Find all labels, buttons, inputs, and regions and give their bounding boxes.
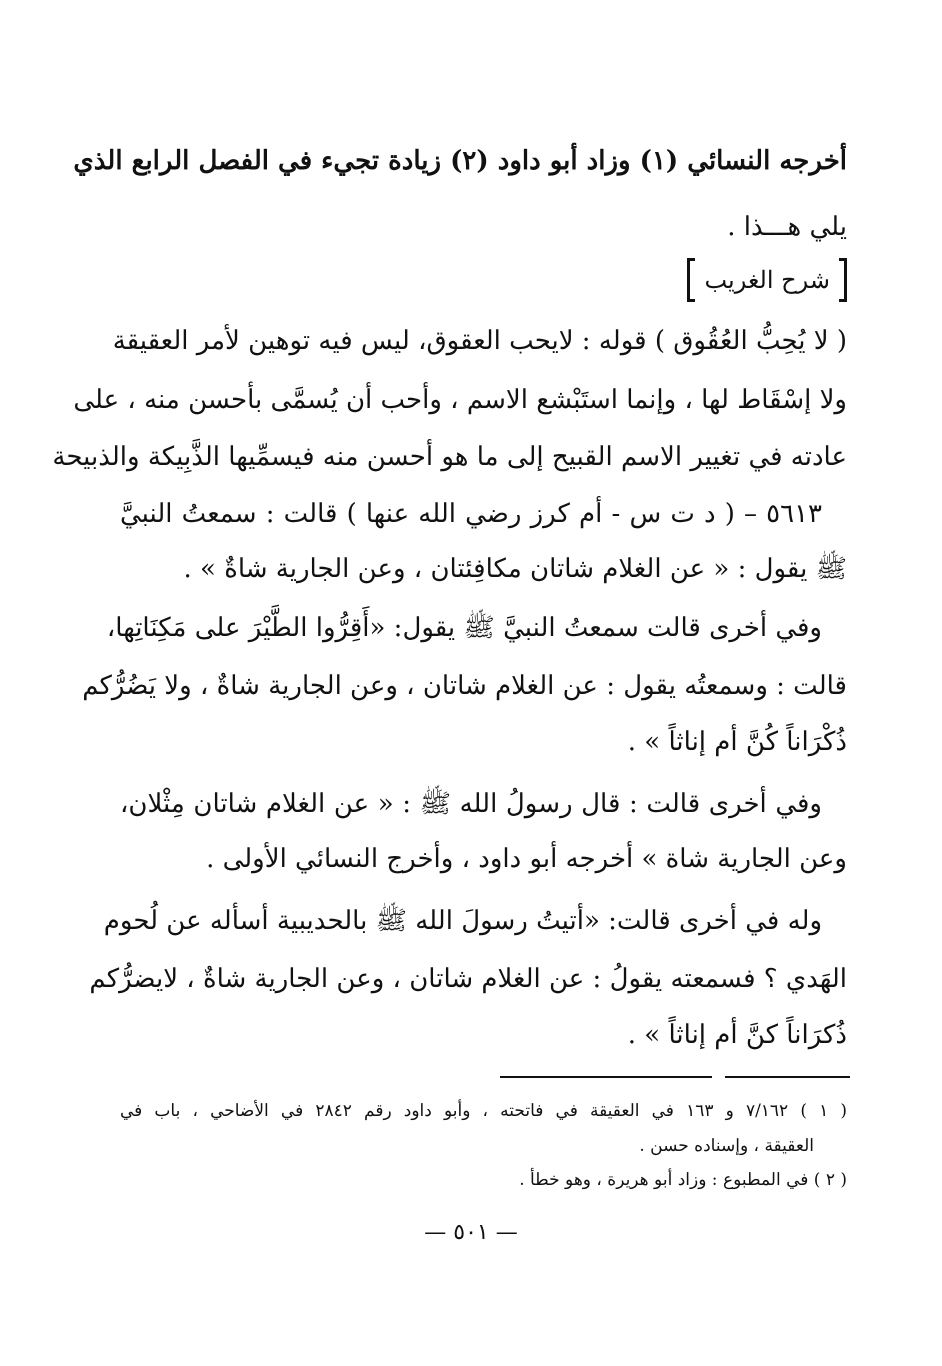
footnote-line: ( ١ ) ٧/١٦٢ و ١٦٣ في العقيقة في فاتحته ، وأبو داود رقم ٢٨٤٢ في الأضاحي ، باب في <box>120 1101 847 1121</box>
text-line: وفي أخرى قالت : قال رسولُ الله ﷺ : « عن الغلام شاتان مِثْلان، <box>120 789 822 819</box>
text-line: وعن الجارية شاة » أخرجه أبو داود ، وأخرج النسائي الأولى . <box>206 844 847 874</box>
text-line: عادته في تغيير الاسم القبيح إلى ما هو أحسن منه فيسمِّيها الذَّبِيكة والذبيحة <box>52 442 847 472</box>
text-line: ( لا يُحِبُّ العُقُوق ) قوله : لايحب العقوق، ليس فيه توهين لأمر العقيقة <box>112 326 847 356</box>
text-line: ذُكْرَاناً كُنَّ أم إناثاً » . <box>627 727 847 757</box>
page-number: — ٥٠١ — <box>424 1220 518 1245</box>
text-line: ﷺ يقول : « عن الغلام شاتان مكافِئتان ، وعن الجارية شاةٌ » . <box>183 554 847 584</box>
text-line: ذُكرَاناً كنَّ أم إناثاً » . <box>627 1020 847 1050</box>
footnote-separator <box>500 1076 712 1078</box>
text-line: وفي أخرى قالت سمعتُ النبيَّ ﷺ يقول: «أَقِرُّوا الطَّيْرَ على مَكِنَاتِها، <box>106 613 822 643</box>
footnote-line: العقيقة ، وإسناده حسن . <box>639 1136 814 1156</box>
footnote-line: ( ٢ ) في المطبوع : وزاد أبو هريرة ، وهو خطأ . <box>519 1170 847 1190</box>
text-line: أخرجه النسائي (١) وزاد أبو داود (٢) زيادة تجيء في الفصل الرابع الذي <box>73 146 847 176</box>
hadith-number-line: ٥٦١٣ – ( د ت س - أم كرز رضي الله عنها ) قالت : سمعتُ النبيَّ <box>120 499 822 529</box>
text-line: وله في أخرى قالت: «أتيتُ رسولَ الله ﷺ بالحديبية أسأله عن لُحوم <box>103 906 822 936</box>
text-line: قالت : وسمعتُه يقول : عن الغلام شاتان ، وعن الجارية شاةٌ ، ولا يَضُرُّكم <box>82 671 847 701</box>
text-line: ولا إسْقَاط لها ، وإنما استَبْشع الاسم ، وأحب أن يُسمَّى بأحسن منه ، على <box>73 385 847 415</box>
section-heading <box>687 258 847 302</box>
text-line: يلي هـــذا . <box>727 212 847 242</box>
text-line: الهَدي ؟ فسمعته يقولُ : عن الغلام شاتان ، وعن الجارية شاةٌ ، لايضرُّكم <box>89 964 847 994</box>
section-heading-text: شرح الغريب <box>704 266 830 294</box>
footnote-separator <box>725 1076 850 1078</box>
